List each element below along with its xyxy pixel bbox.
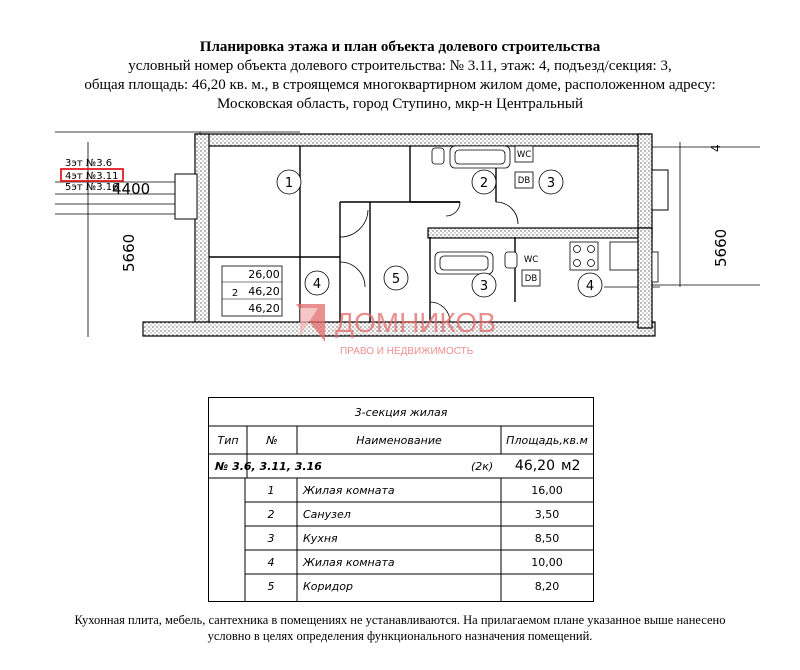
row-area: 16,00 [531,483,563,497]
document-header [0,38,800,114]
table-section-title: 3-секция жилая [354,405,448,419]
watermark-name: ДОМНИКОВ [335,307,496,338]
row-number: 2 [267,507,275,521]
header-name: Наименование [356,433,442,447]
row-area: 10,00 [531,555,563,569]
area-box [222,266,282,316]
sanitary-fixtures [432,146,638,286]
row-number: 4 [267,555,275,569]
room-number-5: 5 [391,272,401,287]
row-name: Жилая комната [303,555,395,569]
row-area: 8,50 [534,531,560,545]
apartment-type: (2к) [471,459,494,473]
area-box-index: 2 [231,288,239,299]
object-number-line: условный номер объекта долевого строительства: № 3.11, этаж: 4, подъезд/секция: 3, [128,58,672,74]
db-label-2: DB [524,274,538,284]
wc-label: WC [516,150,532,160]
row-area: 3,50 [534,507,560,521]
area-box-total: 46,20 [248,285,280,298]
area-line: общая площадь: 46,20 кв. м., в строящемся многоквартирном жилом доме, расположенном адресу: [84,77,716,93]
footer-line-1: Кухонная плита, мебель, сантехника в помещениях не устанавливаются. На прилагаемом плане указанное выше нанесено [74,613,726,627]
row-name: Санузел [303,507,351,521]
watermark-tagline: ПРАВО И НЕДВИЖИМОСТЬ [340,346,474,357]
room-number-2: 2 [479,176,489,191]
dimension-top: 4400 [112,180,151,198]
row-number: 1 [267,483,275,497]
header-number: № [266,433,278,447]
dimension-right: 5660 [712,228,730,267]
floor-plan [0,122,800,362]
row-name: Кухня [303,531,338,545]
row-number: 5 [267,579,275,593]
floor-label-3: 3эт №3.6 [65,158,113,169]
room-number-3: 3 [546,176,556,191]
room-number-1: 1 [284,176,294,191]
address-line: Московская область, город Ступино, мкр-н Центральный [216,96,584,112]
header-type: Тип [217,433,239,447]
apartment-numbers: № 3.6, 3.11, 3.16 [215,459,322,473]
area-box-living: 26,00 [248,268,280,281]
room-number-3b: 3 [479,279,489,294]
dimension-left: 5660 [120,233,138,272]
wc-label-2: WC [523,255,539,265]
rooms-table [208,397,594,602]
db-label: DB [517,176,531,186]
room-number-4b: 4 [585,279,595,294]
footer-note [0,612,800,644]
room-number-4: 4 [312,277,322,292]
row-area: 8,20 [534,579,560,593]
document-title: Планировка этажа и план объекта долевого строительства [199,39,601,55]
floor-label-5: 5эт №3.16 [65,182,119,193]
floor-label-4: 4эт №3.11 [65,171,119,182]
footer-line-2: условно в целях определения функционального назначения помещений. [207,629,593,643]
header-area: Площадь,кв.м [506,433,588,447]
row-name: Коридор [303,579,353,593]
area-box-total-2: 46,20 [248,302,280,315]
row-name: Жилая комната [303,483,395,497]
apartment-area-unit: м2 [561,458,581,474]
dimension-top-right: 4 [709,144,723,152]
apartment-total-area: 46,20 [514,458,555,474]
row-number: 3 [267,531,275,545]
